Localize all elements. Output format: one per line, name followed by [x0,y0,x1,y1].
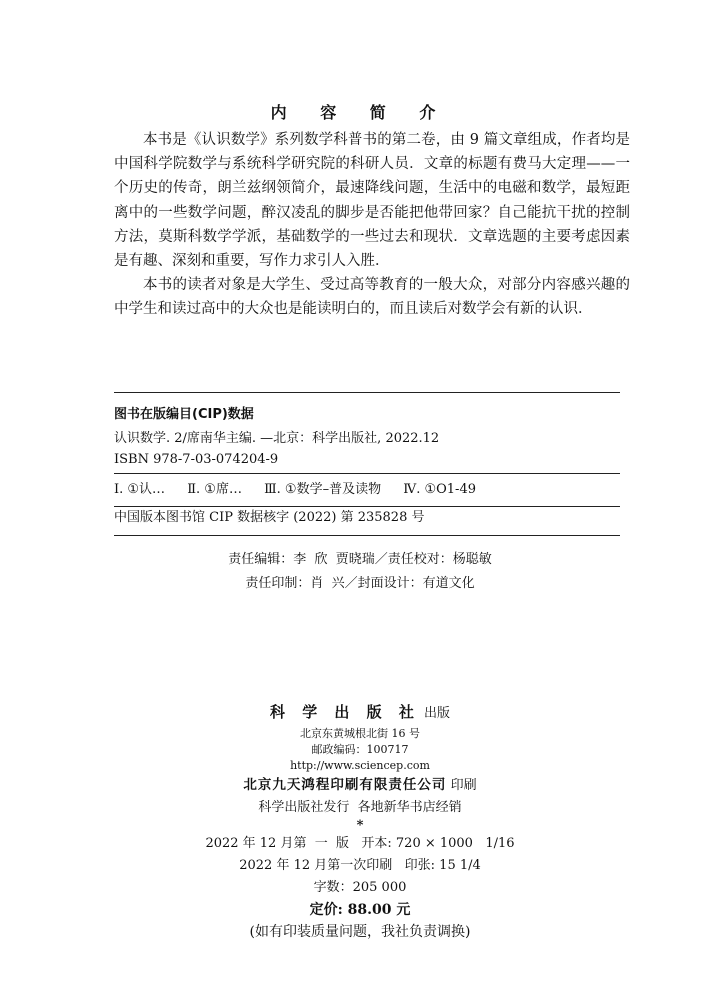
summary-body [114,128,630,322]
edition-line: 2022 年 12 月第 一 版 开本: 720 × 1000 1/16 [205,836,515,851]
word-count: 字数：205 000 [313,880,407,895]
cip-class-item: Ⅱ. ①席… [187,482,242,497]
publisher-address: 北京东黄城根北街 16 号 [300,727,420,740]
editors-block [0,548,720,596]
printer-suffix: 印刷 [450,778,477,793]
summary-title: 内 容 简 介 [270,103,450,122]
cip-class-item: Ⅰ. ①认… [114,482,166,497]
cip-isbn: ISBN 978-7-03-074204-9 [114,452,279,467]
printer-name: 北京九天鸿程印刷有限责任公司 [243,777,447,793]
cip-entry: 认识数学. 2/席南华主编. —北京：科学出版社, 2022.12 [114,431,440,446]
summary-paragraph-1: 本书是《认识数学》系列数学科普书的第二卷，由 9 篇文章组成，作者均是中国科学院数学与系统科学研究院的科研人员．文章的标题有费马大定理——一个历史的传奇，朗兰兹纲领简介，最速降线问题，生活中的电磁和数学，最短距离中的一些数学问题，醉汉凌乱的脚步是否能把他带回家？自己能抗干扰的控制方法，莫斯科数学学派，基础数学的一些过去和现状．文章选题的主要考虑因素是有趣、深刻和重要，写作力求引人入胜． [114,132,630,270]
separator-star: * [356,818,364,833]
distribution-line: 科学出版社发行 各地新华书店经销 [258,800,462,815]
publisher-website: http://www.sciencep.com [290,759,430,772]
printing-line: 2022 年 12 月第一次印刷 印张: 15 1/4 [239,858,481,873]
editors-line-1: 责任编辑：李 欣 贾晓瑞／责任校对：杨聪敏 [228,552,492,567]
summary-paragraph-2: 本书的读者对象是大学生、受过高等教育的一般大众，对部分内容感兴趣的中学生和读过高中的大众也是能读明白的，而且读后对数学会有新的认识． [114,277,630,318]
publisher-suffix: 出版 [424,706,451,721]
printer-line [0,774,720,797]
publisher-postcode: 邮政编码：100717 [311,743,409,756]
cip-class-item: Ⅳ. ①O1-49 [403,482,476,497]
cip-data-block [114,392,620,536]
publisher-name: 科 学 出 版 社 [269,703,420,721]
cip-classification [114,474,620,506]
publication-info [0,700,720,943]
cip-title: 图书在版编目(CIP)数据 [114,407,254,422]
publisher-line [0,700,720,726]
quality-note: (如有印装质量问题，我社负责调换) [249,924,471,940]
cip-class-item: Ⅲ. ①数学–普及读物 [264,482,382,497]
editors-line-2: 责任印制：肖 兴／封面设计：有道文化 [245,576,475,591]
cip-divider [114,535,620,536]
cip-code: 中国版本图书馆 CIP 数据核字 (2022) 第 235828 号 [114,510,425,525]
price: 定价: 88.00 元 [309,902,411,918]
